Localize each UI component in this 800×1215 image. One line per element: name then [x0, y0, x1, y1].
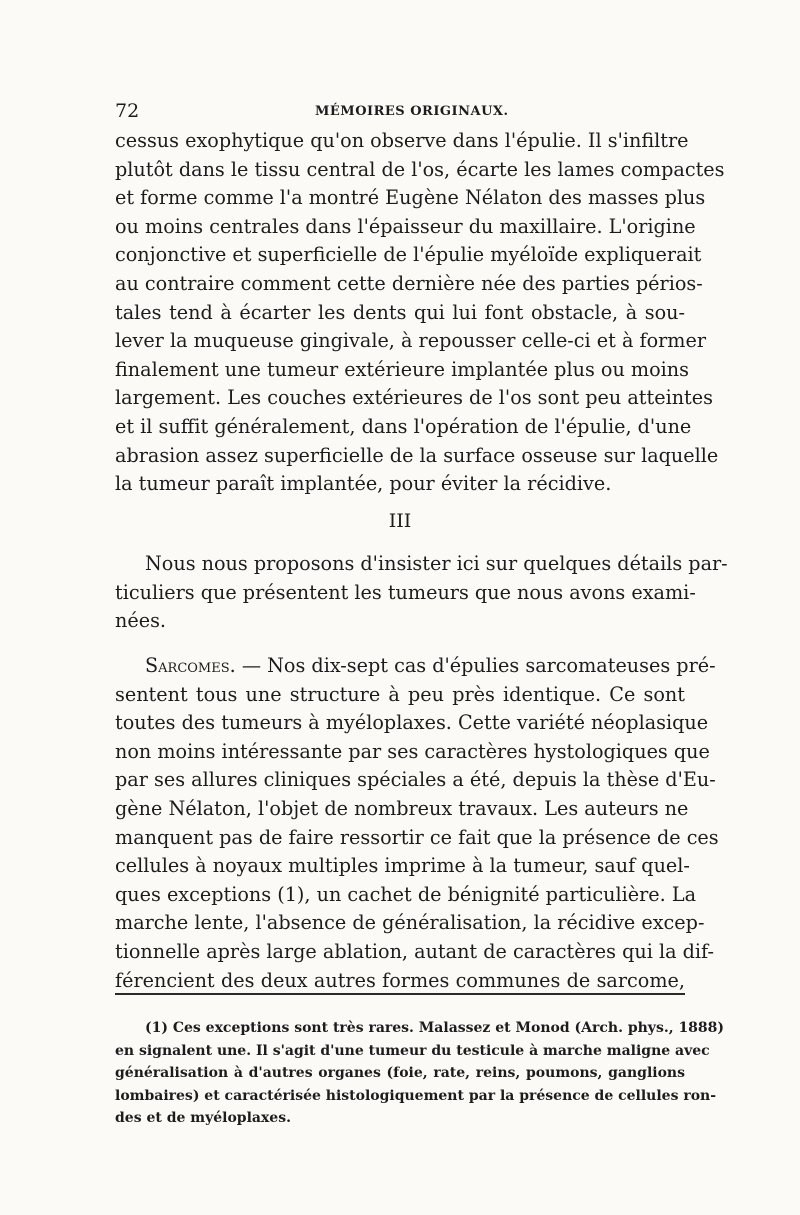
text-line: toutes des tumeurs à myéloplaxes. Cette variété néoplasique	[115, 711, 709, 735]
footnote-line: (1) Ces exceptions sont très rares. Malassez et Monod (Arch. phys., 1888)	[145, 1020, 725, 1036]
text-line: Nous nous proposons d'insister ici sur quelques détails par-	[145, 552, 728, 575]
paragraph-3	[115, 652, 719, 995]
text-line: finalement une tumeur extérieure implantée plus ou moins	[115, 357, 689, 381]
footnote-line: en signalent une. Il s'agit d'une tumeur du testicule à marche maligne avec	[115, 1042, 710, 1059]
running-head	[115, 100, 685, 124]
section-heading: III	[388, 510, 412, 532]
text-line: ques exceptions (1), un cachet de bénignité particulière. La	[115, 882, 697, 906]
text-line: ou moins centrales dans l'épaisseur du maxillaire. L'origine	[115, 214, 696, 238]
text-line: férencient des deux autres formes communes de sarcome,	[115, 968, 685, 992]
footnote	[115, 1017, 725, 1130]
text-fragment: — Nos dix-sept cas d'épulies sarcomateuses pré-	[235, 654, 716, 677]
footnote-line: lombaires) et caractérisée histologiquement par la présence de cellules ron-	[115, 1087, 717, 1104]
text-line: tionnelle après large ablation, autant de caractères qui la dif-	[115, 939, 714, 963]
text-line: tales tend à écarter les dents qui lui font obstacle, à sou-	[115, 300, 685, 324]
text-line: cellules à noyaux multiples imprime à la tumeur, sauf quel-	[115, 854, 690, 878]
text-line: nées.	[115, 609, 167, 633]
text-line: et forme comme l'a montré Eugène Nélaton des masses plus	[115, 186, 706, 210]
text-line: la tumeur paraît implantée, pour éviter la récidive.	[115, 472, 612, 496]
text-line: et il suffit généralement, dans l'opération de l'épulie, d'une	[115, 414, 692, 438]
paragraph-2	[115, 550, 728, 636]
paragraph-1	[115, 127, 725, 499]
text-line: par ses allures cliniques spéciales a été, depuis la thèse d'Eu-	[115, 768, 716, 792]
text-line: marche lente, l'absence de généralisation, la récidive excep-	[115, 911, 705, 935]
text-line: au contraire comment cette dernière née des parties périos-	[115, 271, 703, 295]
text-line: ticuliers que présentent les tumeurs que nous avons exami-	[115, 580, 696, 604]
text-line: non moins intéressante par ses caractères hystologiques que	[115, 739, 710, 763]
text-line: abrasion assez superficielle de la surface osseuse sur laquelle	[115, 443, 719, 467]
text-line: plutôt dans le tissu central de l'os, écarte les lames compactes	[115, 157, 725, 181]
text-line: gène Nélaton, l'objet de nombreux travaux. Les auteurs ne	[115, 796, 689, 820]
text-line: manquent pas de faire ressortir ce fait que la présence de ces	[115, 825, 719, 849]
text-line: largement. Les couches extérieures de l'os sont peu atteintes	[115, 386, 713, 410]
footnote-line: des et de myéloplaxes.	[115, 1110, 291, 1126]
footnote-rule	[115, 993, 685, 995]
text-line: sentent tous une structure à peu près identique. Ce sont	[115, 682, 685, 706]
text-line	[115, 652, 716, 681]
running-title: MÉMOIRES ORIGINAUX.	[315, 104, 509, 119]
text-line: cessus exophytique qu'on observe dans l'épulie. Il s'infiltre	[115, 129, 689, 152]
footnote-line: généralisation à d'autres organes (foie, rate, reins, poumons, ganglions	[115, 1065, 685, 1081]
section-lead: Sarcomes.	[145, 654, 236, 677]
page-number: 72	[115, 100, 140, 122]
text-line: lever la muqueuse gingivale, à repousser celle-ci et à former	[115, 329, 707, 353]
text-line: conjonctive et superficielle de l'épulie myéloïde expliquerait	[115, 243, 702, 267]
